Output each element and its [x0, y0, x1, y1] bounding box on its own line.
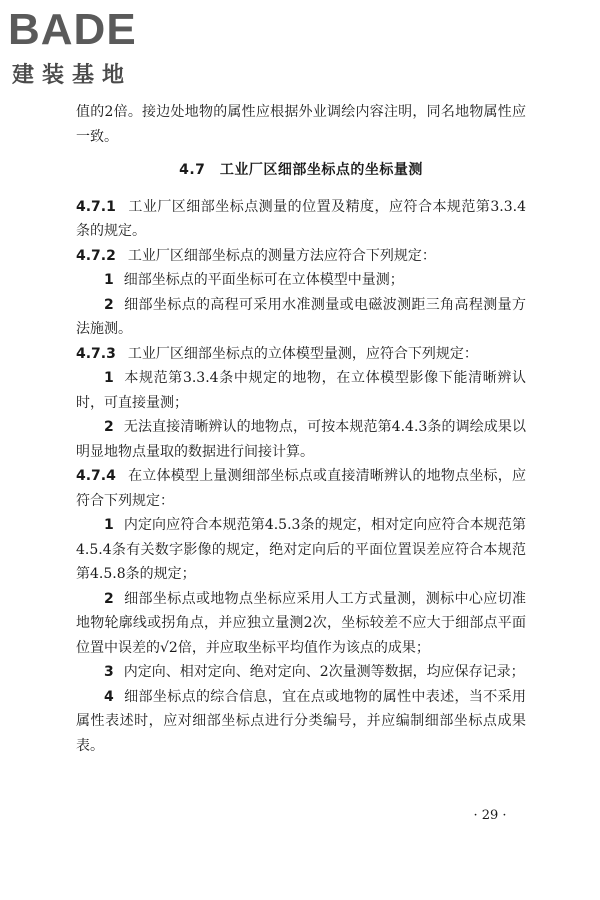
logo-wordmark: BADE — [8, 5, 137, 54]
item-number: 2 — [104, 296, 114, 313]
bade-logo — [8, 6, 178, 96]
item-number: 2 — [104, 590, 114, 607]
section-heading: 4.7 工业厂区细部坐标点的坐标量测 — [179, 162, 423, 178]
clause-4-7-4 — [76, 464, 526, 513]
document-body — [76, 100, 526, 758]
item-text: 本规范第3.3.4条中规定的地物，在立体模型影像下能清晰辨认时，可直接量测； — [76, 370, 526, 411]
item-text: 细部坐标点的高程可采用水准测量或电磁波测距三角高程测量方法施测。 — [76, 296, 526, 337]
list-item — [76, 415, 526, 464]
page-number: · 29 · — [473, 808, 507, 823]
item-text: 无法直接清晰辨认的地物点，可按本规范第4.4.3条的调绘成果以明显地物点量取的数据进行间接计算。 — [76, 419, 526, 460]
item-text: 内定向应符合本规范第4.5.3条的规定，相对定向应符合本规范第4.5.4条有关数字影像的规定，绝对定向后的平面位置误差应符合本规范第4.5.8条的规定； — [76, 517, 526, 582]
list-item — [76, 685, 526, 759]
clause-4-7-3 — [76, 342, 526, 367]
list-item — [76, 293, 526, 342]
item-number: 4 — [104, 688, 114, 705]
item-text: 细部坐标点的综合信息，宜在点或地物的属性中表述，当不采用属性表述时，应对细部坐标点进行分类编号，并应编制细部坐标点成果表。 — [76, 688, 526, 754]
clause-text: 在立体模型上量测细部坐标点或直接清晰辨认的地物点坐标，应符合下列规定： — [76, 468, 526, 509]
item-number: 2 — [104, 419, 114, 435]
intro-paragraph: 值的2倍。接边处地物的属性应根据外业调绘内容注明，同名地物属性应一致。 — [76, 104, 526, 145]
clause-text: 工业厂区细部坐标点测量的位置及精度，应符合本规范第3.3.4条的规定。 — [76, 198, 526, 239]
item-number: 3 — [104, 664, 114, 680]
clause-number: 4.7.2 — [76, 247, 116, 264]
item-text: 内定向、相对定向、绝对定向、2次量测等数据，均应保存记录； — [123, 664, 525, 680]
list-item — [76, 513, 526, 587]
list-item — [76, 587, 526, 661]
clause-text: 工业厂区细部坐标点的测量方法应符合下列规定： — [127, 247, 436, 264]
item-number: 1 — [104, 370, 114, 386]
list-item — [76, 268, 526, 293]
clause-number: 4.7.4 — [76, 468, 116, 484]
item-number: 1 — [104, 517, 114, 533]
list-item — [76, 660, 526, 685]
list-item — [76, 366, 526, 415]
clause-4-7-1 — [76, 195, 526, 244]
clause-number: 4.7.1 — [76, 198, 116, 215]
item-text: 倍，并应取坐标平均值作为该点的成果； — [177, 639, 430, 656]
clause-number: 4.7.3 — [76, 345, 116, 362]
item-text: 细部坐标点的平面坐标可在立体模型中量测； — [123, 272, 404, 288]
item-number: 1 — [104, 272, 114, 288]
clause-4-7-2 — [76, 244, 526, 269]
item-text: 细部坐标点或地物点坐标应采用人工方式量测，测标中心应切准地物轮廓线或拐角点，并应独立量测2次，坐标较差不应大于细部点平面位置中误差的 — [76, 590, 526, 656]
logo-subtitle: 建装基地 — [12, 63, 133, 88]
clause-text: 工业厂区细部坐标点的立体模型量测，应符合下列规定： — [127, 345, 478, 362]
sqrt-two: √2 — [160, 639, 178, 656]
